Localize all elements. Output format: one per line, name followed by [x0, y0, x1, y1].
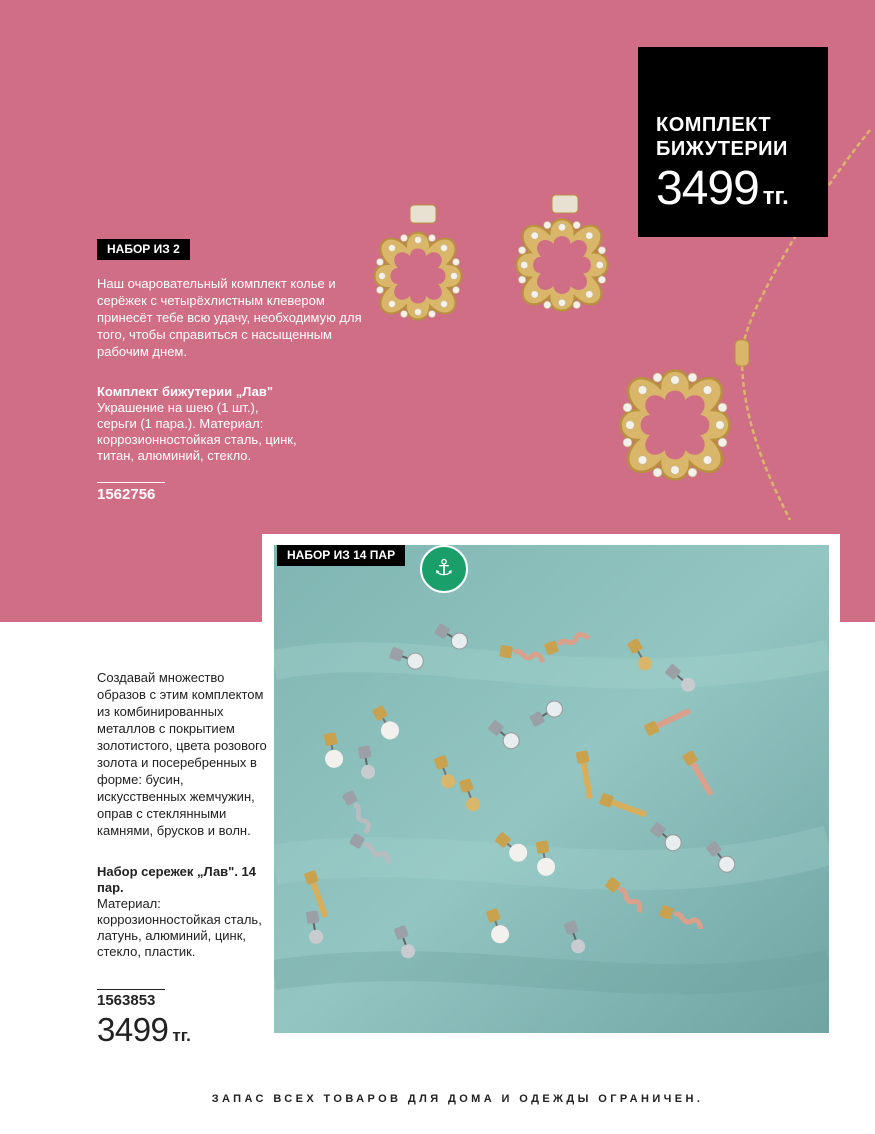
anchor-icon: ⚓ — [434, 556, 454, 581]
set2-price — [97, 1010, 191, 1050]
set1-product-name: Комплект бижутерии „Лав" — [97, 384, 274, 399]
price-box-title-line1: КОМПЛЕКТ — [656, 114, 772, 136]
set1-badge: НАБОР ИЗ 2 — [97, 239, 190, 260]
price-box-title-line2: БИЖУТЕРИИ — [656, 138, 788, 160]
set2-badge: НАБОР ИЗ 14 ПАР — [277, 545, 405, 566]
set2-divider — [97, 989, 165, 990]
price-value: 3499 — [656, 162, 759, 215]
set1-product-info — [97, 384, 297, 464]
footer-note: ЗАПАС ВСЕХ ТОВАРОВ ДЛЯ ДОМА И ОДЕЖДЫ ОГРАНИЧЕН. — [211, 1093, 704, 1105]
set2-price-currency: тг. — [172, 1026, 191, 1045]
set2-sku: 1563853 — [97, 992, 156, 1009]
set-price-box — [638, 47, 828, 237]
set2-description: Создавай множество образов с этим комплектом из комбинированных металлов с покрытием золотистого, цвета розового золота и посеребренных в форме: бусин, искусственных жемчужин, оправ с стеклянными камнями, брусков и волн. — [97, 670, 267, 838]
price-box-price — [656, 163, 828, 215]
anchor-badge — [420, 545, 468, 593]
set1-product-details: Украшение на шею (1 шт.), серьги (1 пара.). Материал: коррозионностойкая сталь, цинк, титан, алюминий, стекло. — [97, 400, 297, 463]
set2-product-info — [97, 864, 277, 960]
set2-product-details: Материал: коррозионностойкая сталь, латунь, алюминий, цинк, стекло, пластик. — [97, 896, 262, 959]
set2-price-value: 3499 — [97, 1011, 169, 1048]
set1-divider — [97, 482, 165, 483]
earring-set-photo — [274, 545, 829, 1033]
set1-sku: 1562756 — [97, 486, 156, 503]
set1-description: Наш очаровательный комплект колье и серёжек с четырёхлистным клевером принесёт тебе всю удачу, необходимую для того, чтобы справиться с насыщенным рабочим днем. — [97, 276, 362, 359]
set2-product-name: Набор сережек „Лав". 14 пар. — [97, 864, 257, 895]
price-currency: тг. — [762, 183, 789, 210]
